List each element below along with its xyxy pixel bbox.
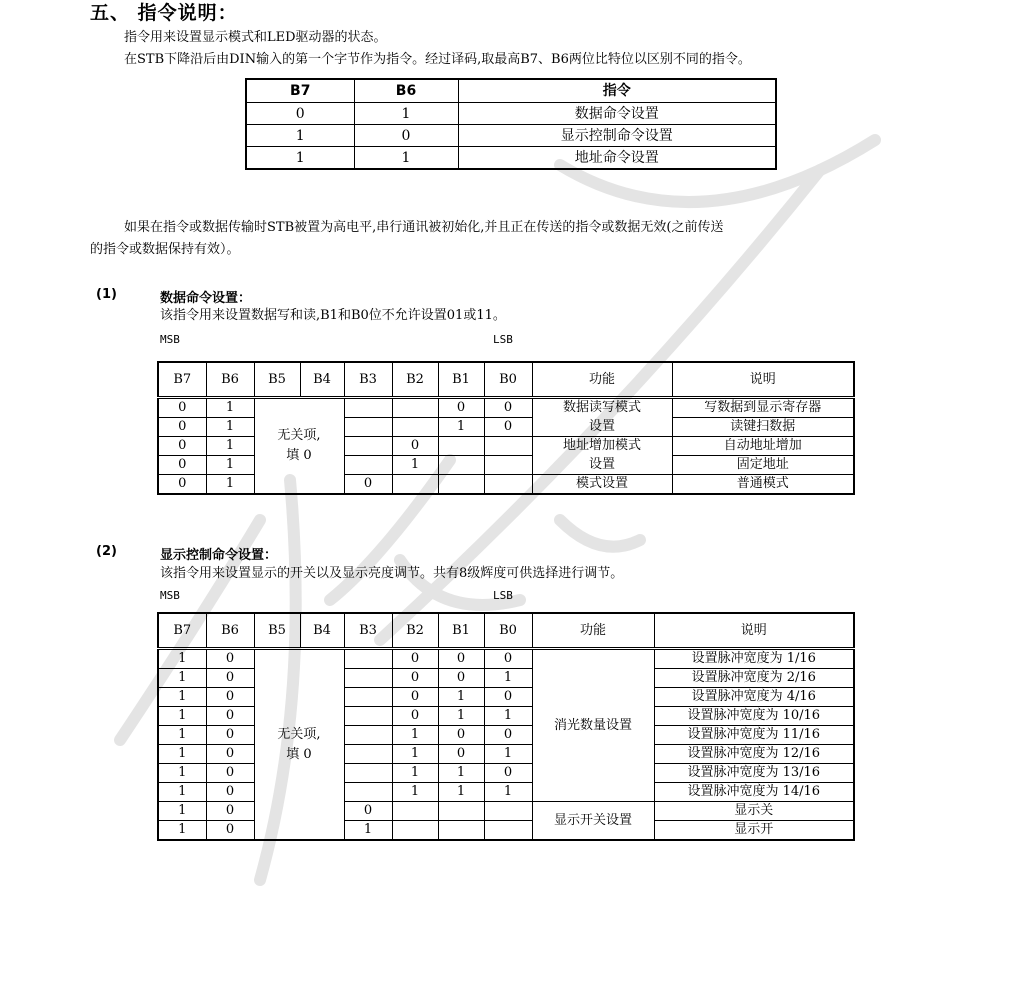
cell-b3 (344, 783, 392, 802)
cell-b2: 1 (392, 456, 438, 475)
cell-b2 (392, 398, 438, 418)
table-row (246, 125, 776, 147)
cell-b1: 0 (438, 669, 484, 688)
table-row (246, 103, 776, 125)
cell-instruction: 数据命令设置 (458, 103, 776, 125)
cell-b7: 0 (158, 437, 206, 456)
cell-b6: 0 (206, 745, 254, 764)
intro-line-2: 在STB下降沿后由DIN输入的第一个字节作为指令。经过译码,取最高B7、B6两位比特位以区别不同的指令。 (124, 52, 751, 67)
dont-care-cell (254, 649, 344, 841)
cell-b3 (344, 398, 392, 418)
cell-b1 (438, 456, 484, 475)
cell-b2: 0 (392, 688, 438, 707)
cell-b0 (484, 802, 532, 821)
cell-b6: 0 (206, 726, 254, 745)
cell-b3: 0 (344, 475, 392, 495)
dont-care-line-2: 填 0 (286, 746, 312, 762)
cell-b1: 0 (438, 649, 484, 669)
note-line-1: 如果在指令或数据传输时STB被置为高电平,串行通讯被初始化,并且正在传送的指令或数据无效(之前传送 (124, 220, 724, 235)
note-line-2: 的指令或数据保持有效）。 (90, 242, 240, 257)
cell-description: 设置脉冲宽度为 13/16 (654, 764, 854, 783)
table-row (246, 147, 776, 170)
cell-b6: 1 (206, 398, 254, 418)
header-b2: B2 (392, 613, 438, 649)
cell-b0 (484, 456, 532, 475)
header-b0: B0 (484, 362, 532, 398)
dont-care-line-2: 填 0 (286, 448, 312, 463)
header-b0: B0 (484, 613, 532, 649)
cell-b0: 1 (484, 745, 532, 764)
cell-b6: 1 (206, 456, 254, 475)
cell-b3 (344, 726, 392, 745)
cell-b6: 0 (206, 802, 254, 821)
cell-b6: 1 (354, 147, 458, 170)
header-b4: B4 (300, 362, 344, 398)
cell-function: 数据读写模式 (532, 398, 672, 418)
cell-function-dimming: 消光数量设置 (532, 649, 654, 802)
header-b6: B6 (206, 362, 254, 398)
cell-b2: 0 (392, 669, 438, 688)
cell-b0: 1 (484, 669, 532, 688)
header-description: 说明 (654, 613, 854, 649)
cell-b3 (344, 688, 392, 707)
header-function: 功能 (532, 362, 672, 398)
cell-description: 设置脉冲宽度为 1/16 (654, 649, 854, 669)
sub1-number: (1) (96, 287, 117, 302)
header-description: 说明 (672, 362, 854, 398)
cell-b7: 0 (158, 475, 206, 495)
cell-b1 (438, 437, 484, 456)
cell-b6: 0 (206, 764, 254, 783)
cell-description: 设置脉冲宽度为 4/16 (654, 688, 854, 707)
sub1-lsb-label: LSB (493, 333, 513, 346)
header-b7: B7 (158, 613, 206, 649)
cell-b1 (438, 802, 484, 821)
sub2-msb-label: MSB (160, 589, 180, 602)
cell-b2: 0 (392, 707, 438, 726)
cell-function: 模式设置 (532, 475, 672, 495)
cell-b7: 1 (158, 707, 206, 726)
cell-b7: 1 (158, 745, 206, 764)
cell-b2: 1 (392, 764, 438, 783)
cell-instruction: 显示控制命令设置 (458, 125, 776, 147)
cell-b1: 1 (438, 688, 484, 707)
cell-b2 (392, 418, 438, 437)
cell-b7: 0 (158, 456, 206, 475)
cell-b2: 1 (392, 745, 438, 764)
cell-b7: 1 (158, 821, 206, 841)
cell-b6: 0 (206, 783, 254, 802)
cell-b2 (392, 821, 438, 841)
cell-description: 写数据到显示寄存器 (672, 398, 854, 418)
cell-b0: 0 (484, 649, 532, 669)
header-b1: B1 (438, 362, 484, 398)
header-b5: B5 (254, 362, 300, 398)
cell-b0 (484, 821, 532, 841)
cell-b3 (344, 437, 392, 456)
dont-care-cell (254, 398, 344, 495)
cell-description: 读键扫数据 (672, 418, 854, 437)
table-row (158, 649, 854, 669)
cell-description: 显示关 (654, 802, 854, 821)
cell-b6: 0 (206, 688, 254, 707)
cell-b6: 1 (206, 437, 254, 456)
cell-b1: 0 (438, 745, 484, 764)
cell-b2 (392, 475, 438, 495)
cell-b6: 0 (354, 125, 458, 147)
cell-b0 (484, 475, 532, 495)
header-b7: B7 (158, 362, 206, 398)
cell-description: 设置脉冲宽度为 11/16 (654, 726, 854, 745)
header-instruction: 指令 (458, 79, 776, 103)
cell-b0 (484, 437, 532, 456)
sub1-description: 该指令用来设置数据写和读,B1和B0位不允许设置01或11。 (160, 308, 506, 323)
cell-b3 (344, 456, 392, 475)
cell-b3 (344, 745, 392, 764)
cell-b2: 0 (392, 437, 438, 456)
dont-care-line-1: 无关项, (277, 428, 321, 443)
sub2-lsb-label: LSB (493, 589, 513, 602)
cell-function-onoff: 显示开关设置 (532, 802, 654, 841)
display-control-table (157, 612, 855, 841)
dont-care-line-1: 无关项, (277, 726, 321, 742)
cell-b1: 0 (438, 398, 484, 418)
cell-b2: 1 (392, 726, 438, 745)
header-b1: B1 (438, 613, 484, 649)
cell-b2 (392, 802, 438, 821)
cell-description: 设置脉冲宽度为 12/16 (654, 745, 854, 764)
sub2-number: (2) (96, 544, 117, 559)
cell-b3: 1 (344, 821, 392, 841)
cell-b0: 0 (484, 398, 532, 418)
cell-description: 自动地址增加 (672, 437, 854, 456)
cell-b6: 1 (354, 103, 458, 125)
header-b6: B6 (354, 79, 458, 103)
section-title: 五、 指令说明： (90, 2, 238, 24)
cell-b6: 0 (206, 669, 254, 688)
cell-b7: 0 (158, 418, 206, 437)
cell-b3 (344, 418, 392, 437)
cell-description: 设置脉冲宽度为 2/16 (654, 669, 854, 688)
cell-b7: 1 (246, 147, 354, 170)
header-b4: B4 (300, 613, 344, 649)
cell-b1: 1 (438, 707, 484, 726)
cell-b7: 1 (158, 764, 206, 783)
header-b2: B2 (392, 362, 438, 398)
cell-b6: 1 (206, 475, 254, 495)
cell-b7: 0 (158, 398, 206, 418)
header-function: 功能 (532, 613, 654, 649)
cell-b7: 1 (246, 125, 354, 147)
cell-b3 (344, 649, 392, 669)
cell-b1 (438, 821, 484, 841)
header-b6: B6 (206, 613, 254, 649)
cell-function: 设置 (532, 456, 672, 475)
header-b7: B7 (246, 79, 354, 103)
cell-b0: 0 (484, 764, 532, 783)
cell-b7: 1 (158, 669, 206, 688)
cell-b7: 1 (158, 802, 206, 821)
cell-b1: 0 (438, 726, 484, 745)
cell-description: 显示开 (654, 821, 854, 841)
cell-function: 设置 (532, 418, 672, 437)
cell-b6: 0 (206, 649, 254, 669)
table-header-row (246, 79, 776, 103)
cell-b7: 0 (246, 103, 354, 125)
cell-b0: 1 (484, 707, 532, 726)
instruction-table (245, 78, 777, 170)
header-b3: B3 (344, 362, 392, 398)
cell-b7: 1 (158, 726, 206, 745)
cell-b6: 0 (206, 707, 254, 726)
cell-b1 (438, 475, 484, 495)
cell-b7: 1 (158, 783, 206, 802)
intro-line-1: 指令用来设置显示模式和LED驱动器的状态。 (124, 30, 387, 45)
sub1-title: 数据命令设置： (160, 291, 252, 306)
cell-b0: 0 (484, 418, 532, 437)
cell-instruction: 地址命令设置 (458, 147, 776, 170)
cell-b3: 0 (344, 802, 392, 821)
cell-b1: 1 (438, 418, 484, 437)
sub2-title: 显示控制命令设置： (160, 548, 278, 563)
cell-b7: 1 (158, 688, 206, 707)
header-b3: B3 (344, 613, 392, 649)
cell-b3 (344, 669, 392, 688)
cell-b1: 1 (438, 783, 484, 802)
sub1-msb-label: MSB (160, 333, 180, 346)
cell-b6: 0 (206, 821, 254, 841)
cell-b3 (344, 707, 392, 726)
cell-description: 普通模式 (672, 475, 854, 495)
cell-description: 固定地址 (672, 456, 854, 475)
cell-b3 (344, 764, 392, 783)
cell-b0: 0 (484, 688, 532, 707)
cell-function: 地址增加模式 (532, 437, 672, 456)
cell-description: 设置脉冲宽度为 14/16 (654, 783, 854, 802)
cell-b6: 1 (206, 418, 254, 437)
header-b5: B5 (254, 613, 300, 649)
data-command-table (157, 361, 855, 495)
cell-b7: 1 (158, 649, 206, 669)
cell-b0: 0 (484, 726, 532, 745)
cell-b0: 1 (484, 783, 532, 802)
table-row (158, 398, 854, 418)
table-header-row (158, 362, 854, 398)
table-header-row (158, 613, 854, 649)
sub2-description: 该指令用来设置显示的开关以及显示亮度调节。共有8级辉度可供选择进行调节。 (160, 566, 624, 581)
cell-b2: 1 (392, 783, 438, 802)
cell-b2: 0 (392, 649, 438, 669)
cell-description: 设置脉冲宽度为 10/16 (654, 707, 854, 726)
cell-b1: 1 (438, 764, 484, 783)
